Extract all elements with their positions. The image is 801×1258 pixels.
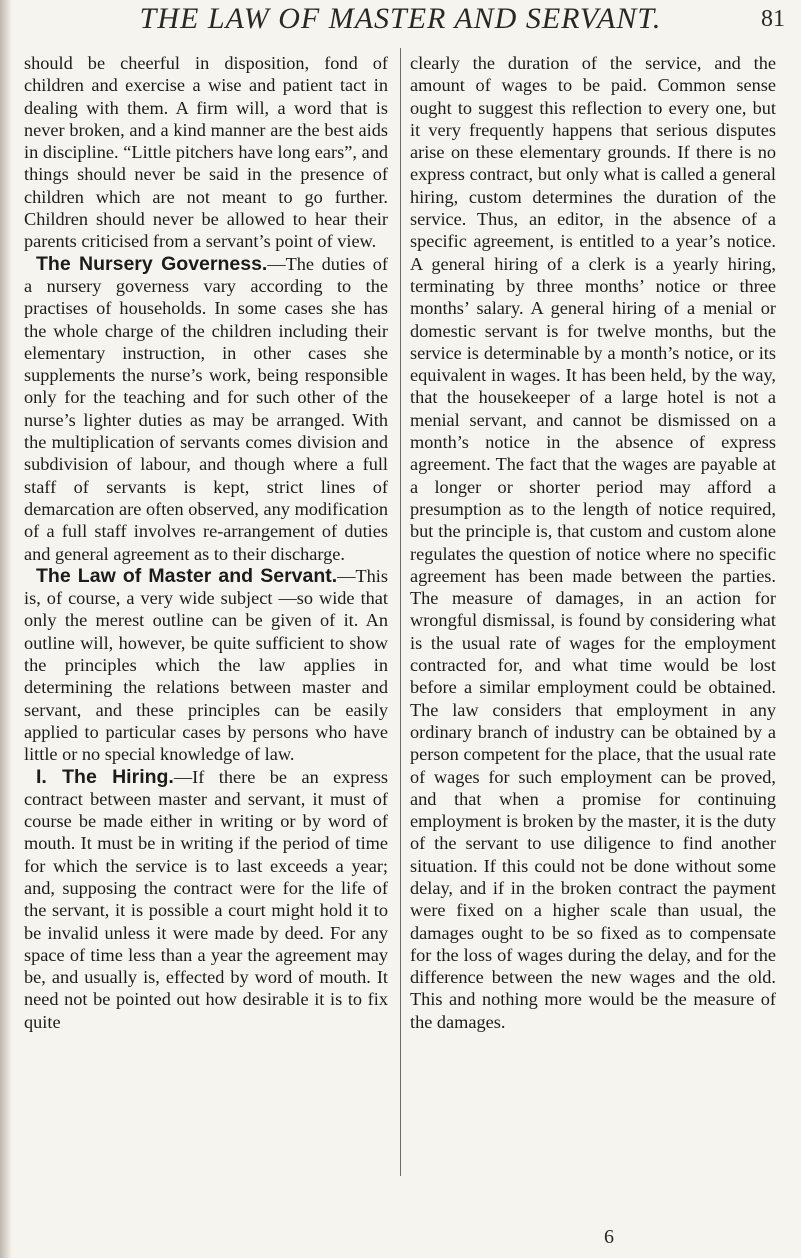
signature-mark: 6 (604, 1226, 614, 1248)
paragraph-nursery-governess: —The duties of a nursery governess vary according to the practises of households. In some cases she has the whole charge of the children including their elementary instruction, in other cases she supplements the nurse’s work, being responsible only for the teaching and for such other of the nurse’s lighter duties as may be arranged. With the multiplication of servants comes division and subdivision of labour, and though where a full staff of servants is kept, strict lines of demarcation are often observed, any modification of a full staff involves re-arrangement of duties and general agreement as to their discharge. (24, 253, 388, 564)
heading-law-master-servant: The Law of Master and Servant. (36, 564, 338, 587)
page-number: 81 (761, 6, 785, 32)
paragraph-law-master-servant: —This is, of course, a very wide subject —so wide that only the merest outline can be given of it. An outline will, however, be quite sufficient to show the principles which the law applies in determining the relations between master and servant, and these principles can be easily applied to particular cases by persons who have little or no special knowledge of law. (24, 565, 388, 765)
section-law-master-servant (24, 565, 388, 766)
running-head (0, 2, 801, 44)
section-hiring (24, 766, 388, 1034)
heading-nursery-governess: The Nursery Governess. (36, 252, 268, 275)
right-column (410, 52, 776, 1033)
column-divider (400, 48, 401, 1176)
binding-edge (0, 0, 12, 1258)
paragraph-nurse-qualities: should be cheerful in disposition, fond of children and exercise a wise and patient tact in dealing with them. A firm will, a word that is never broken, and a kind manner are the best aids in discipline. “Little pitchers have long ears”, and things should never be said in the presence of children which are not meant to go further. Children should never be allowed to hear their parents criticised from a servant’s point of view. (24, 53, 388, 252)
section-nursery-governess (24, 253, 388, 565)
heading-hiring: I. The Hiring. (36, 765, 174, 788)
paragraph-duration-wages: clearly the duration of the service, and the amount of wages to be paid. Common sense ought to suggest this reflection to every one, but it very frequently happens that serious disputes arise on these elementary grounds. If there is no express contract, but only what is called a general hiring, custom determines the duration of the service. Thus, an editor, in the absence of a specific agreement, is entitled to a year’s notice. A general hiring of a clerk is a yearly hiring, terminating by three months’ notice or three months’ salary. A general hiring of a menial or domestic servant is for twelve months, but the service is determinable by a month’s notice, or its equivalent in wages. It has been held, by the way, that the housekeeper of a large hotel is not a menial servant, and cannot be dismissed on a month’s notice in the absence of express agreement. The fact that the wages are payable at a longer or shorter period may afford a presumption as to the length of notice required, but the principle is, that custom and custom alone regulates the question of notice where no specific agreement has been made between the parties. The measure of damages, in an action for wrongful dismissal, is found by considering what is the usual rate of wages for the employment contracted for, and what time would be lost before a similar employment could be obtained. The law considers that employment in any ordinary branch of industry can be obtained by a person competent for the place, that the usual rate of wages for such employment can be proved, and that when a promise for continuing employment is broken by the master, it is the duty of the servant to use diligence to find another situation. If this could not be done without some delay, and if in the broken contract the payment were fixed on a higher scale than usual, the damages ought to be so fixed as to compensate for the loss of wages during the delay, and for the difference between the new wages and the old. This and nothing more would be the measure of the damages. (410, 53, 776, 1032)
running-title: THE LAW OF MASTER AND SERVANT. (139, 2, 662, 35)
left-column (24, 52, 388, 1033)
paragraph-hiring: —If there be an express contract between master and servant, it must of course be made either in writing or by word of mouth. It must be in writing if the period of time for which the service is to last exceeds a year; and, supposing the contract were for the life of the servant, it is possible a court might hold it to be invalid unless it were made by deed. For any space of time less than a year the agreement may be, and usually is, effected by word of mouth. It need not be pointed out how desirable it is to fix quite (24, 766, 388, 1032)
